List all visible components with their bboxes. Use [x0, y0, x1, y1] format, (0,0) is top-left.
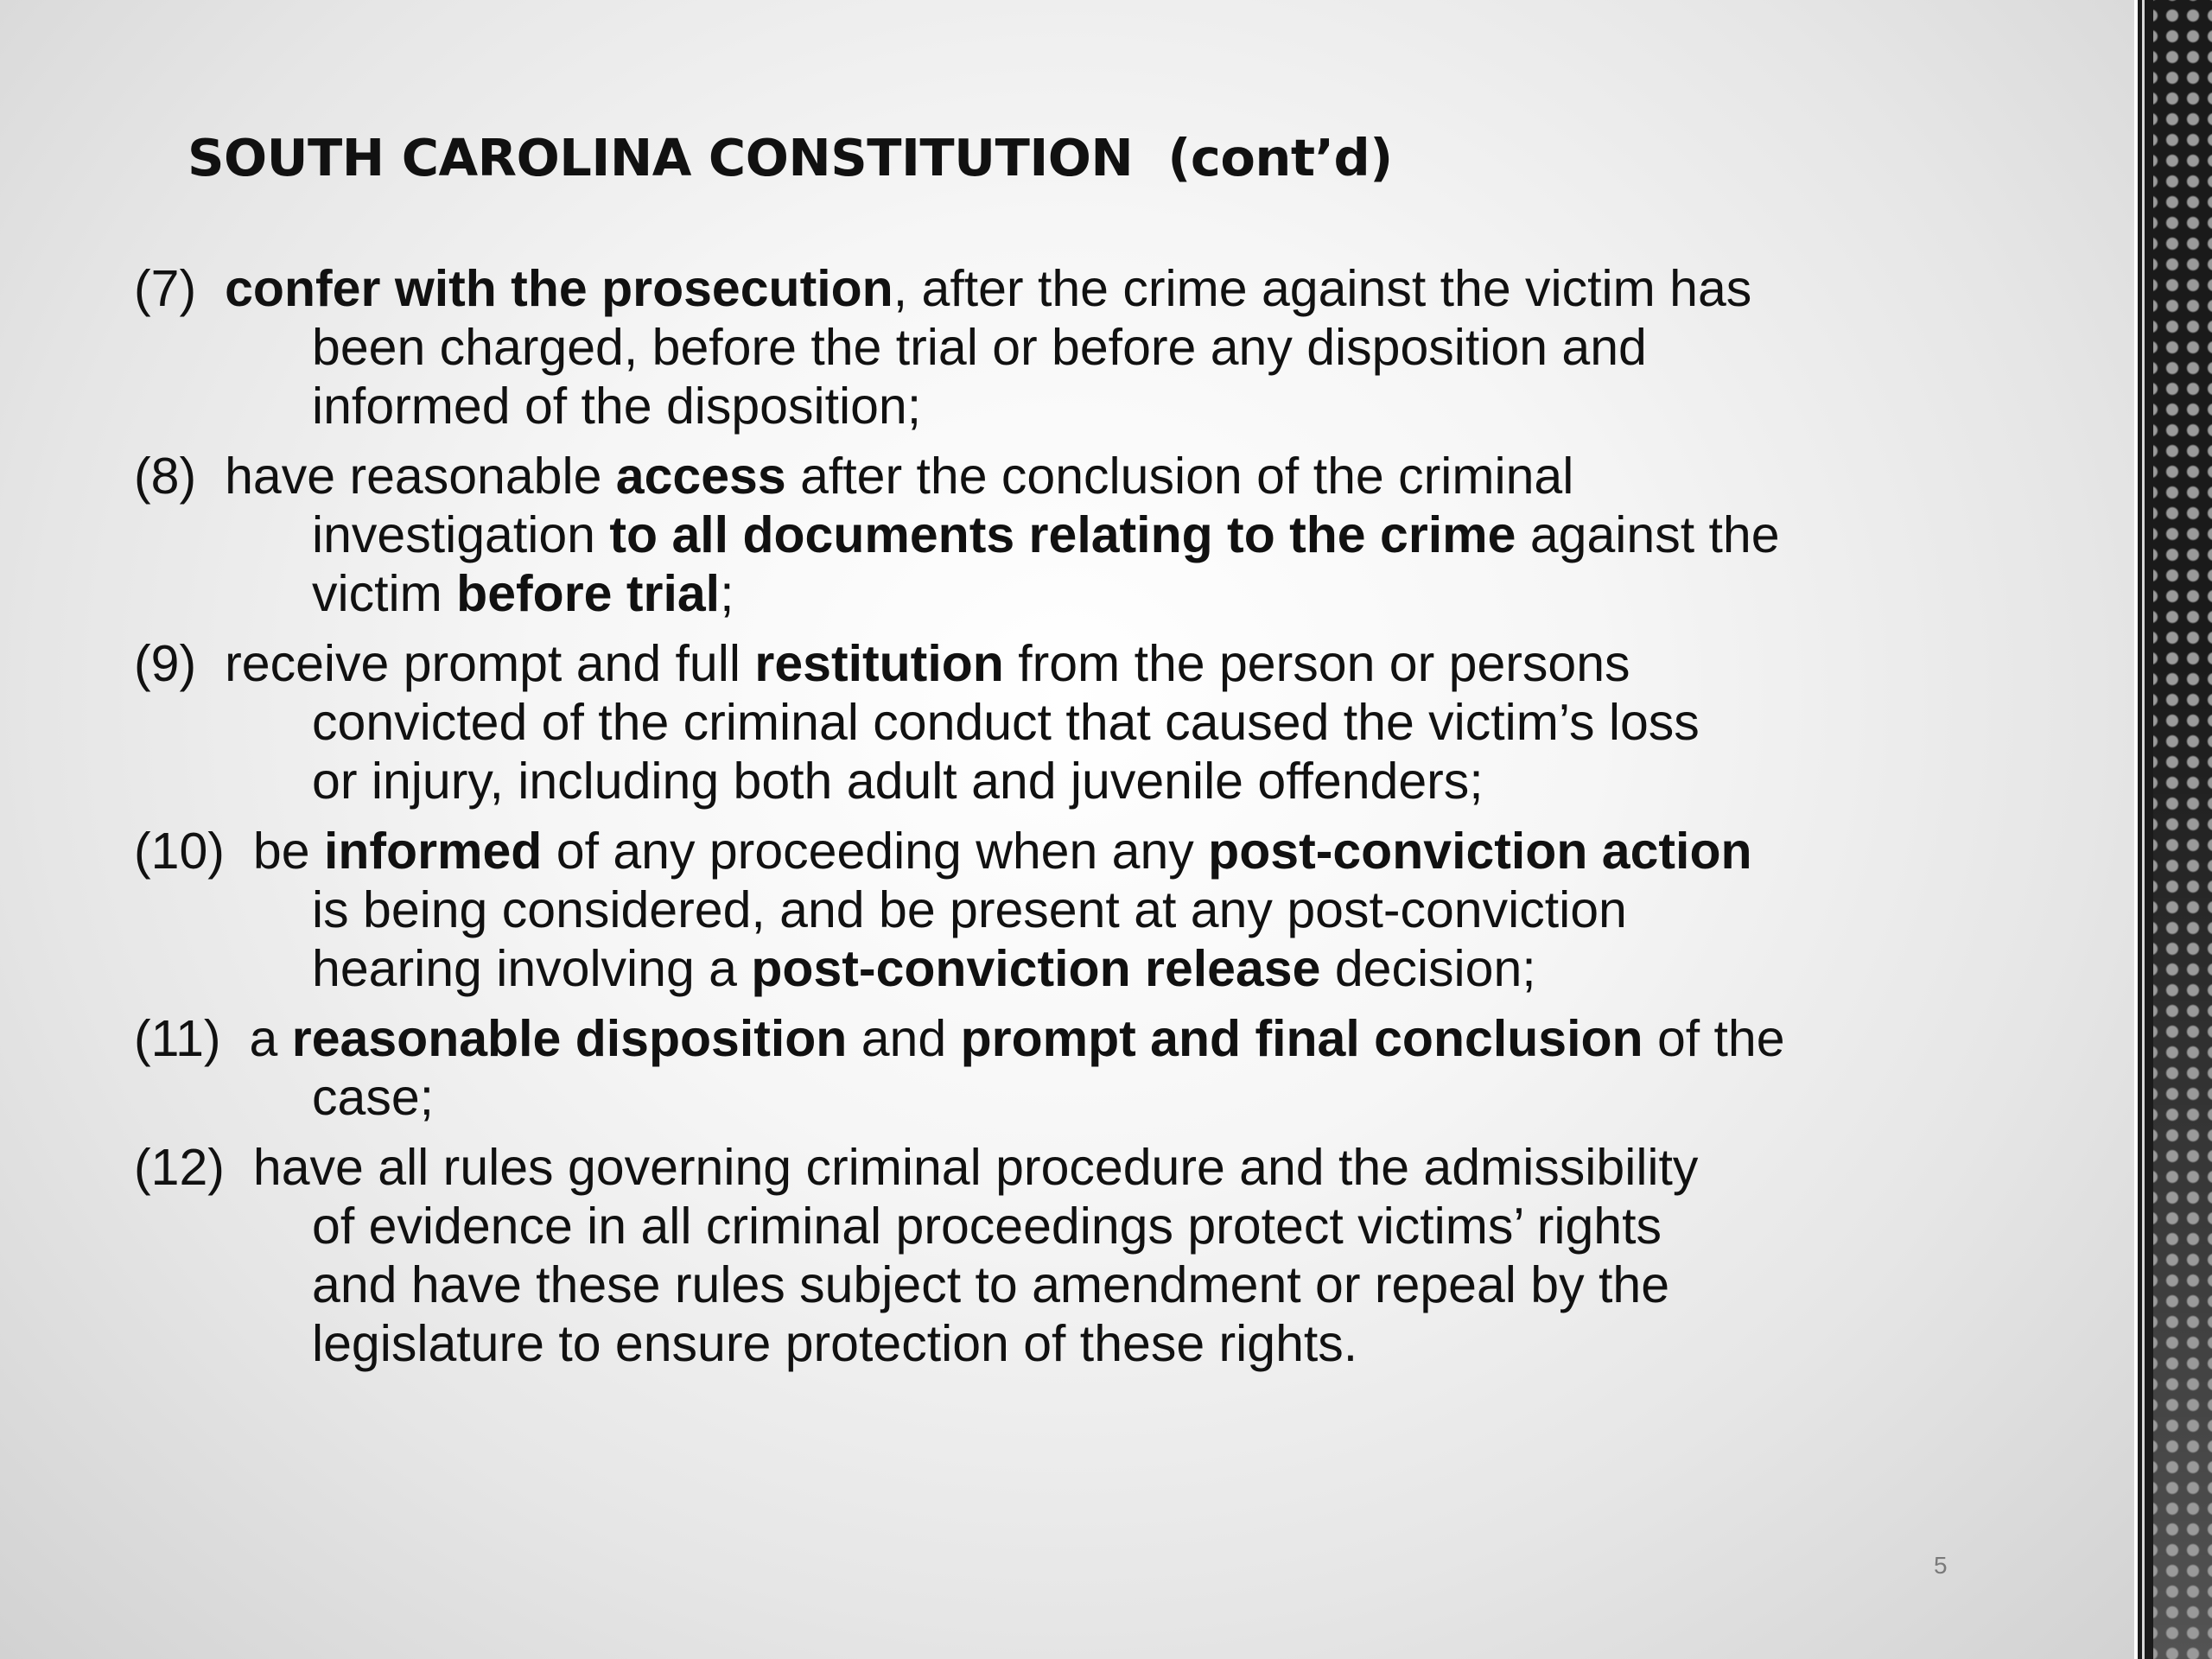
item-lead-line: have all rules governing criminal procedure and the admissibility — [252, 1139, 1699, 1196]
text-run: from the person or persons — [1003, 635, 1630, 692]
bold-phrase: to all documents relating to the crime — [609, 506, 1516, 563]
bold-phrase: informed — [323, 823, 543, 880]
text-run: of any proceeding when any — [542, 823, 1209, 880]
bold-phrase: confer with the prosecution — [225, 260, 893, 317]
rights-list — [134, 259, 1966, 1384]
continuation-line: and have these rules subject to amendment or repeal by the — [312, 1256, 1670, 1313]
item-number: (7) — [134, 260, 197, 317]
text-run: victim — [312, 565, 457, 622]
item-lead-line — [225, 259, 1751, 318]
item-number: (10) — [134, 823, 225, 880]
decorative-border — [2134, 0, 2212, 1659]
item-lead-line — [250, 1009, 1785, 1068]
text-run: after the conclusion of the criminal — [785, 448, 1574, 505]
continuation-line — [134, 939, 1966, 998]
bold-phrase: reasonable disposition — [291, 1010, 848, 1067]
continuation-line — [134, 564, 1966, 623]
continuation-line: case; — [312, 1069, 435, 1126]
list-item-7 — [134, 259, 1966, 435]
bold-phrase: access — [615, 448, 786, 505]
text-run: decision; — [1320, 940, 1536, 997]
text-run: be — [252, 823, 324, 880]
item-number: (9) — [134, 635, 197, 692]
list-item-12 — [134, 1138, 1966, 1373]
bold-phrase: post-conviction action — [1208, 823, 1752, 880]
list-item-10 — [134, 822, 1966, 998]
list-item-11 — [134, 1009, 1966, 1127]
continuation-line: is being considered, and be present at any post-conviction — [312, 881, 1627, 938]
text-run: ; — [720, 565, 734, 622]
text-run: receive prompt and full — [225, 635, 755, 692]
text-run: and — [847, 1010, 961, 1067]
item-lead-line — [253, 822, 1752, 880]
continuation-line: been charged, before the trial or before any disposition and — [312, 319, 1647, 376]
bold-phrase: before trial — [456, 565, 721, 622]
item-number: (11) — [134, 1010, 221, 1067]
list-item-8 — [134, 447, 1966, 623]
text-run: hearing involving a — [312, 940, 752, 997]
bold-phrase: prompt and final conclusion — [960, 1010, 1643, 1067]
continuation-line: or injury, including both adult and juvenile offenders; — [312, 753, 1484, 810]
text-run: investigation — [312, 506, 610, 563]
text-run: a — [249, 1010, 292, 1067]
text-run: of the — [1643, 1010, 1785, 1067]
text-run: have reasonable — [225, 448, 616, 505]
bold-phrase: post-conviction release — [751, 940, 1321, 997]
page-number: 5 — [1934, 1552, 1948, 1579]
continuation-line: legislature to ensure protection of these rights. — [312, 1315, 1358, 1372]
continuation-line: convicted of the criminal conduct that caused the victim’s loss — [312, 694, 1700, 751]
bold-phrase: restitution — [754, 635, 1004, 692]
continuation-line: of evidence in all criminal proceedings protect victims’ rights — [312, 1198, 1662, 1255]
text-run: against the — [1516, 506, 1780, 563]
item-number: (8) — [134, 448, 197, 505]
text-run: , after the crime against the victim has — [893, 260, 1752, 317]
slide-title: SOUTH CAROLINA CONSTITUTION (cont’d) — [188, 128, 1393, 188]
list-item-9 — [134, 634, 1966, 810]
item-lead-line — [225, 634, 1630, 693]
item-lead-line — [225, 447, 1573, 505]
continuation-line — [134, 505, 1966, 564]
item-number: (12) — [134, 1139, 225, 1196]
continuation-line: informed of the disposition; — [312, 378, 922, 435]
